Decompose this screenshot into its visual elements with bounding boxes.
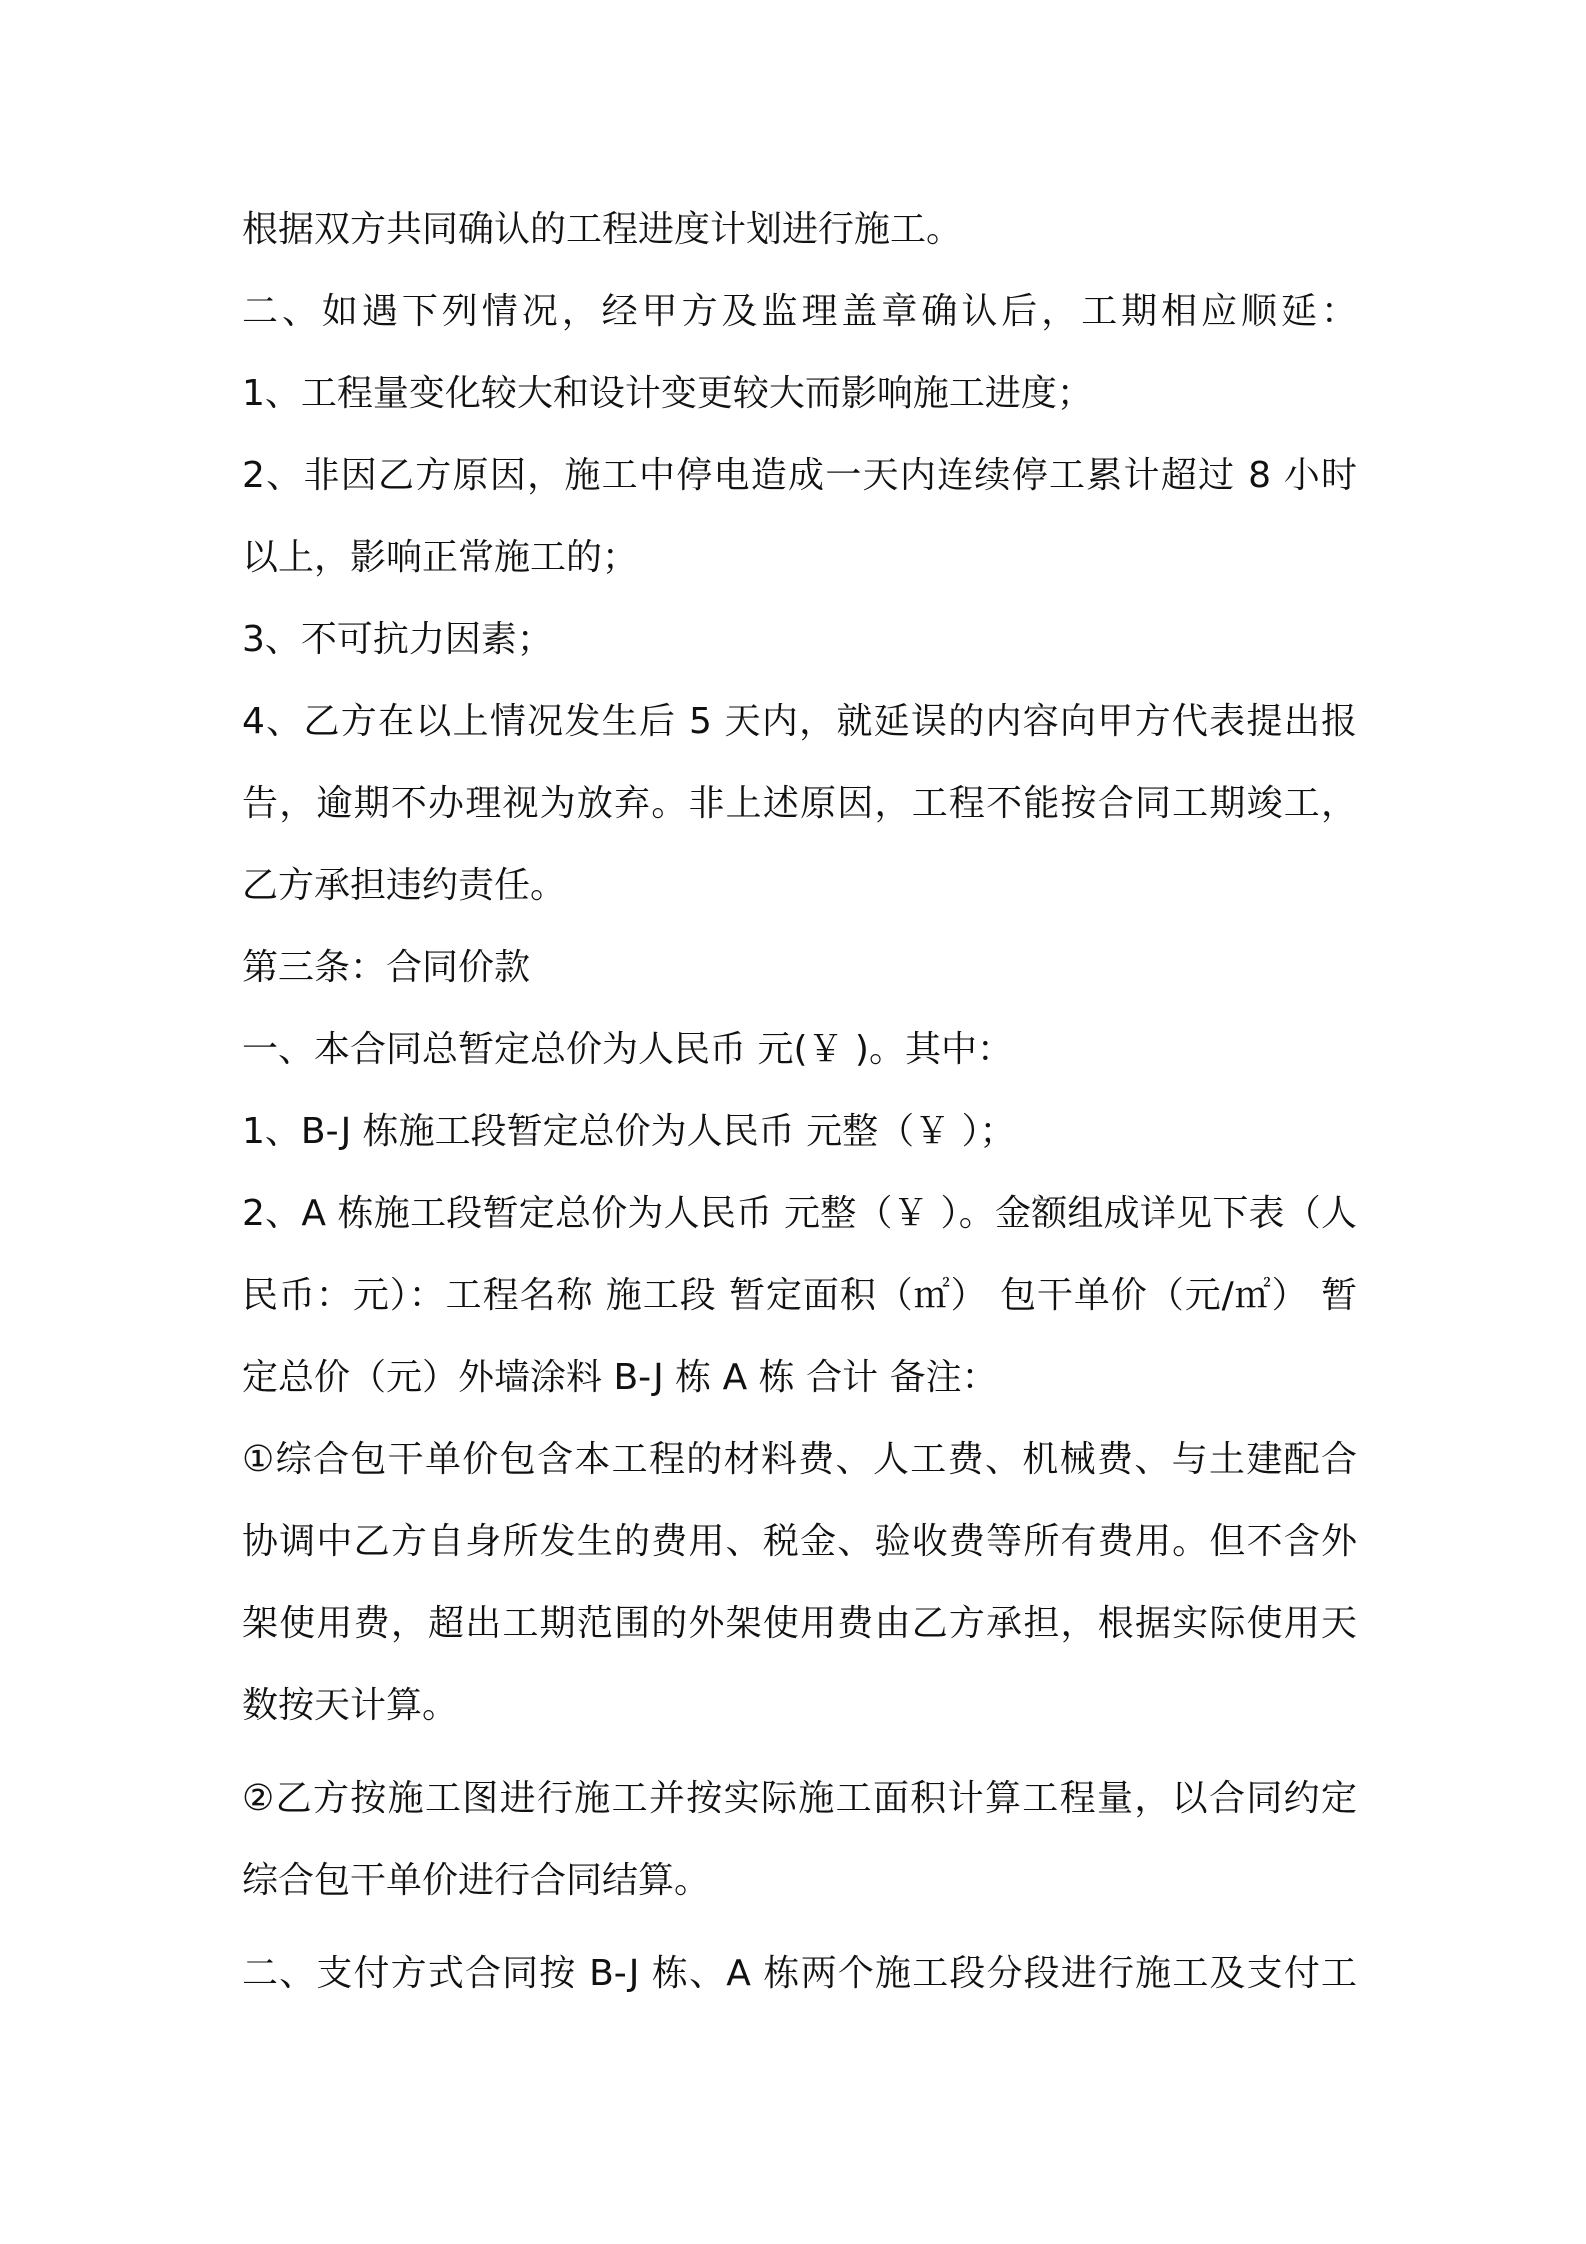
text-line: 2、A 栋施工段暂定总价为人民币 元整（￥ ）。金额组成详见下表（人 xyxy=(242,1193,1357,1234)
text-line: 二、如遇下列情况，经甲方及监理盖章确认后，工期相应顺延： xyxy=(242,291,1357,332)
text-line: 二、支付方式合同按 B-J 栋、A 栋两个施工段分段进行施工及支付工 xyxy=(242,1953,1357,1994)
section-heading: 第三条：合同价款 xyxy=(242,947,531,988)
text-line: 1、工程量变化较大和设计变更较大而影响施工进度； xyxy=(242,373,1093,414)
text-line: 1、B-J 栋施工段暂定总价为人民币 元整（￥ ）； xyxy=(242,1111,1016,1152)
text-line: 以上，影响正常施工的； xyxy=(242,537,639,578)
text-line: 4、乙方在以上情况发生后 5 天内，就延误的内容向甲方代表提出报 xyxy=(242,701,1357,742)
text-line: 乙方承担违约责任。 xyxy=(242,865,567,906)
text-line: ②乙方按施工图进行施工并按实际施工面积计算工程量，以合同约定 xyxy=(242,1778,1357,1819)
text-line: 架使用费，超出工期范围的外架使用费由乙方承担，根据实际使用天 xyxy=(242,1603,1357,1644)
text-line: 协调中乙方自身所发生的费用、税金、验收费等所有费用。但不含外 xyxy=(242,1521,1357,1562)
text-line: 3、不可抗力因素； xyxy=(242,619,553,660)
text-line: 2、非因乙方原因，施工中停电造成一天内连续停工累计超过 8 小时 xyxy=(242,455,1357,496)
text-line: 综合包干单价进行合同结算。 xyxy=(242,1860,711,1901)
text-line: 根据双方共同确认的工程进度计划进行施工。 xyxy=(242,209,963,250)
text-line: 一、本合同总暂定总价为人民币 元(￥ )。其中： xyxy=(242,1029,1013,1070)
text-line: 定总价（元）外墙涂料 B-J 栋 A 栋 合计 备注： xyxy=(242,1357,998,1398)
text-line: 数按天计算。 xyxy=(242,1685,459,1726)
text-line: 民币：元）：工程名称 施工段 暂定面积（㎡） 包干单价（元/㎡） 暂 xyxy=(242,1275,1357,1316)
text-line: ①综合包干单价包含本工程的材料费、人工费、机械费、与土建配合 xyxy=(242,1439,1357,1480)
text-line: 告，逾期不办理视为放弃。非上述原因，工程不能按合同工期竣工， xyxy=(242,783,1357,824)
